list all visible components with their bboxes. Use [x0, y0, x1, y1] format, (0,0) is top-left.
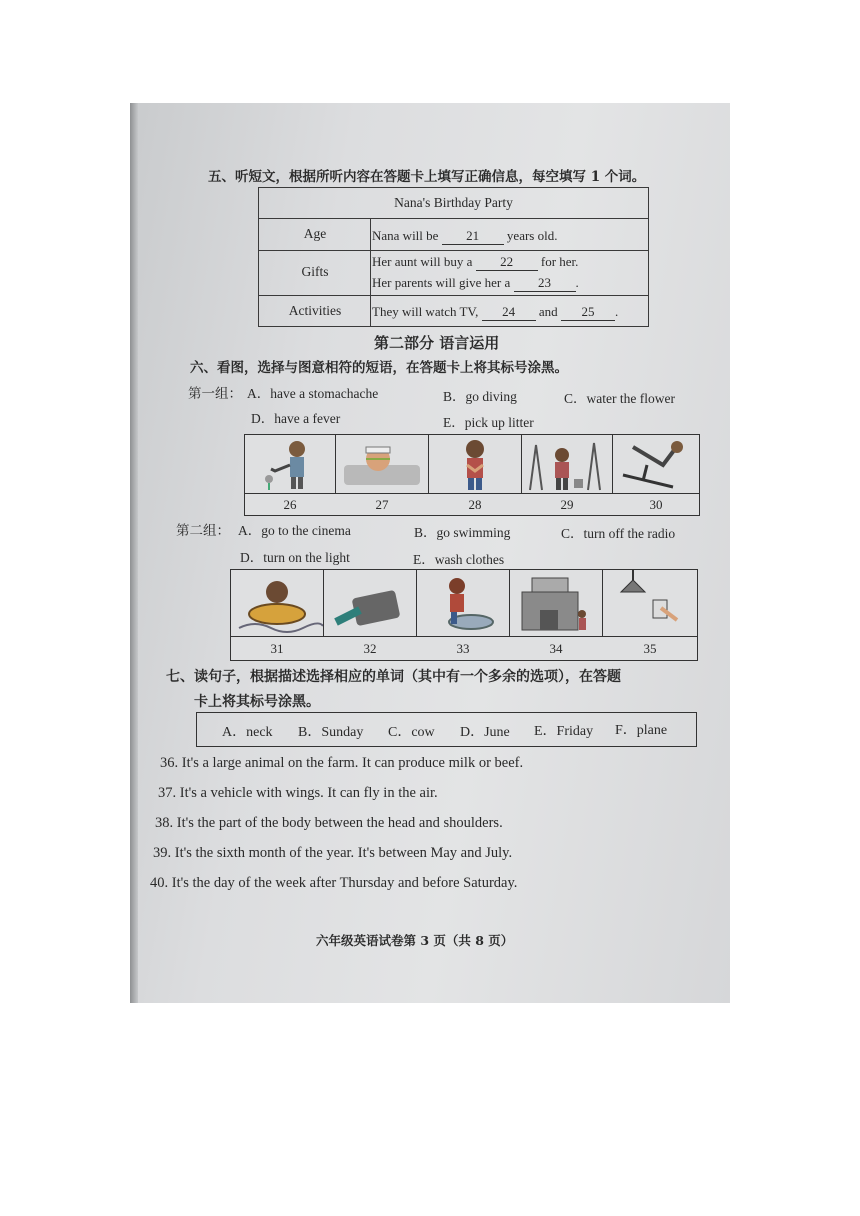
- picture-26: [245, 435, 336, 493]
- act-text-a: They will watch TV,: [372, 304, 479, 319]
- word-option-c: C．cow: [388, 725, 435, 740]
- word-option-b: B．Sunday: [298, 725, 364, 740]
- activities-sentence: [372, 304, 618, 321]
- table-row-activities: [259, 295, 648, 327]
- picture-27: [336, 435, 429, 493]
- age-sentence: [372, 228, 557, 245]
- birthday-party-table: [258, 187, 649, 327]
- picture-34: [510, 570, 603, 636]
- number-33: 33: [456, 641, 470, 656]
- number-26: 26: [283, 497, 297, 512]
- part2-title: 第二部分 语言运用: [374, 334, 500, 352]
- group2-option-c: C．turn off the radio: [561, 526, 676, 541]
- gifts-label: Gifts: [301, 264, 329, 279]
- question-text: It's the day of the week after Thursday and before Saturday.: [171, 875, 518, 891]
- number-28: 28: [468, 497, 482, 512]
- group1-option-b: B．go diving: [443, 389, 517, 404]
- gift1-text-a: Her aunt will buy a: [372, 254, 473, 269]
- gift-sentence-1: [372, 254, 578, 271]
- question-40: [150, 875, 517, 892]
- table-title: Nana's Birthday Party: [394, 195, 513, 210]
- question-number: 40.: [150, 875, 169, 891]
- pick-up-litter-icon: [522, 435, 612, 493]
- group1-picture-strip: [244, 434, 700, 516]
- turn-on-light-icon: [603, 570, 697, 636]
- picture-28: [429, 435, 522, 493]
- group1-option-c: C．water the flower: [564, 391, 675, 406]
- question-37: [158, 785, 438, 802]
- table-row-age: [259, 218, 648, 251]
- radio-icon: [324, 570, 416, 636]
- cinema-building-icon: [510, 570, 602, 636]
- question-text: It's a vehicle with wings. It can fly in the air.: [179, 785, 438, 801]
- group1-option-e: E．pick up litter: [443, 415, 534, 430]
- group1-option-d: D．have a fever: [251, 411, 341, 426]
- question-36: [160, 755, 523, 772]
- watering-flower-icon: [245, 435, 335, 493]
- picture-31: [231, 570, 324, 636]
- group2-picture-strip: [230, 569, 698, 661]
- picture-35: [603, 570, 698, 636]
- word-options-box: [196, 712, 697, 747]
- act-text-b: .: [614, 304, 619, 319]
- number-31: 31: [270, 641, 284, 656]
- gift-sentence-2: [372, 275, 579, 292]
- age-text-a: Nana will be: [372, 228, 439, 243]
- gift2-text-b: .: [575, 275, 579, 290]
- word-option-d: D．June: [460, 725, 510, 740]
- group1-label: 第一组：: [188, 386, 242, 401]
- group2-label: 第二组：: [176, 523, 230, 538]
- word-option-a: A．neck: [222, 725, 273, 740]
- fever-in-bed-icon: [336, 435, 428, 493]
- exam-page-photo: [130, 103, 730, 1003]
- number-34: 34: [549, 641, 563, 656]
- picture-30: [613, 435, 700, 493]
- age-label: Age: [303, 226, 327, 241]
- section7-heading-line2: 卡上将其标号涂黑。: [194, 694, 320, 710]
- question-text: It's the sixth month of the year. It's between May and July.: [174, 845, 513, 861]
- age-text-b: years old.: [506, 228, 558, 243]
- question-number: 38.: [155, 815, 174, 831]
- blank-24: 24: [482, 304, 536, 321]
- activities-label: Activities: [288, 303, 342, 318]
- section7-heading-line1: 七、读句子，根据描述选择相应的单词（其中有一个多余的选项），在答题: [166, 669, 621, 685]
- act-and: and: [538, 304, 558, 319]
- question-text: It's a large animal on the farm. It can produce milk or beef.: [181, 755, 524, 771]
- number-29: 29: [560, 497, 574, 512]
- group2-option-a: A．go to the cinema: [238, 523, 351, 538]
- stomachache-boy-icon: [429, 435, 521, 493]
- blank-21: 21: [442, 228, 504, 245]
- word-option-f: F．plane: [615, 723, 668, 738]
- number-35: 35: [643, 641, 657, 656]
- gift1-text-b: for her.: [540, 254, 579, 269]
- section5-heading: 五、听短文，根据所听内容在答题卡上填写正确信息，每空填写 1 个词。: [208, 169, 646, 185]
- question-number: 39.: [153, 845, 172, 861]
- word-option-e: E．Friday: [534, 724, 594, 739]
- diving-icon: [613, 435, 699, 493]
- blank-25: 25: [561, 304, 615, 321]
- wash-clothes-icon: [417, 570, 509, 636]
- picture-29: [522, 435, 613, 493]
- table-row-gifts: [259, 250, 648, 296]
- gift2-text-a: Her parents will give her a: [372, 275, 511, 290]
- blank-22: 22: [476, 254, 538, 271]
- group2-number-row: [231, 636, 697, 661]
- group1-number-row: [245, 493, 699, 516]
- question-39: [153, 845, 512, 862]
- question-38: [155, 815, 503, 832]
- group2-option-d: D．turn on the light: [240, 550, 350, 565]
- page-footer: 六年级英语试卷第 3 页（共 8 页）: [316, 933, 514, 948]
- picture-33: [417, 570, 510, 636]
- number-30: 30: [649, 497, 663, 512]
- swimming-ring-icon: [231, 570, 323, 636]
- question-text: It's the part of the body between the head and shoulders.: [176, 815, 503, 831]
- group2-option-e: E．wash clothes: [413, 552, 505, 567]
- section6-heading: 六、看图，选择与图意相符的短语，在答题卡上将其标号涂黑。: [190, 360, 568, 376]
- picture-32: [324, 570, 417, 636]
- question-number: 36.: [160, 755, 179, 771]
- blank-23: 23: [514, 275, 576, 292]
- group2-option-b: B．go swimming: [414, 525, 511, 540]
- number-27: 27: [375, 497, 389, 512]
- question-number: 37.: [158, 785, 177, 801]
- number-32: 32: [363, 641, 377, 656]
- group1-option-a: A．have a stomachache: [247, 386, 379, 401]
